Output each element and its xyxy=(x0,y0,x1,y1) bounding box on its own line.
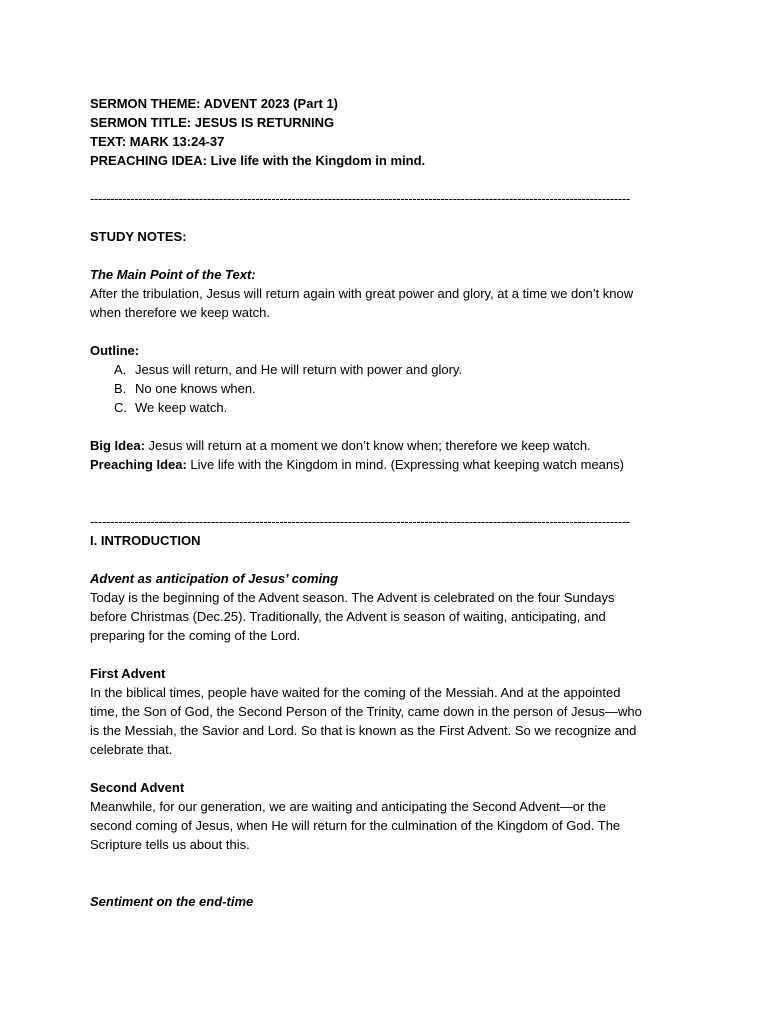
introduction-heading: I. INTRODUCTION xyxy=(90,533,201,548)
paragraph-line: Today is the beginning of the Advent season. The Advent is celebrated on the four Sundays xyxy=(90,590,615,605)
study-notes-heading: STUDY NOTES: xyxy=(90,229,187,244)
outline-item-marker: A. xyxy=(114,362,127,377)
paragraph-line: before Christmas (Dec.25). Traditionally, the Advent is season of waiting, anticipating, and xyxy=(90,609,606,624)
outline-item-marker: B. xyxy=(114,381,127,396)
sermon-text: TEXT: MARK 13:24-37 xyxy=(90,134,225,149)
outline-item-text: Jesus will return, and He will return with power and glory. xyxy=(135,362,463,377)
outline-item-text: We keep watch. xyxy=(135,400,228,415)
big-idea-label: Big Idea: xyxy=(90,438,145,453)
paragraph-line: second coming of Jesus, when He will return for the culmination of the Kingdom of God. The xyxy=(90,818,621,833)
paragraph-line: preparing for the coming of the Lord. xyxy=(90,628,301,643)
section-divider: -------------------------------------------------------------------------------------------------------------------------------------- xyxy=(90,514,630,529)
paragraph-line: is the Messiah, the Savior and Lord. So that is known as the First Advent. So we recognize and xyxy=(90,723,637,738)
main-point-text: when therefore we keep watch. xyxy=(90,305,270,320)
outline-heading: Outline: xyxy=(90,343,140,358)
outline-item xyxy=(90,398,680,417)
main-point-heading: The Main Point of the Text: xyxy=(90,267,256,282)
big-idea xyxy=(90,436,680,455)
preaching-idea-label: Preaching Idea: xyxy=(90,457,187,472)
outline-item xyxy=(90,379,680,398)
advent-heading: Advent as anticipation of Jesus’ coming xyxy=(90,571,339,586)
sermon-title: SERMON TITLE: JESUS IS RETURNING xyxy=(90,115,335,130)
big-idea-text: Jesus will return at a moment we don’t know when; therefore we keep watch. xyxy=(144,438,591,453)
second-advent-heading: Second Advent xyxy=(90,780,185,795)
section-divider: -------------------------------------------------------------------------------------------------------------------------------------- xyxy=(90,191,630,206)
sermon-preaching-idea: PREACHING IDEA: Live life with the Kingdom in mind. xyxy=(90,153,426,168)
main-point-text: After the tribulation, Jesus will return again with great power and glory, at a time we don’t know xyxy=(90,286,634,301)
preaching-idea xyxy=(90,455,680,474)
outline-list xyxy=(90,360,680,417)
paragraph-line: In the biblical times, people have waited for the coming of the Messiah. And at the appointed xyxy=(90,685,621,700)
first-advent-heading: First Advent xyxy=(90,666,166,681)
paragraph-line: time, the Son of God, the Second Person of the Trinity, came down in the person of Jesus—who xyxy=(90,704,642,719)
paragraph-line: Meanwhile, for our generation, we are waiting and anticipating the Second Advent—or the xyxy=(90,799,606,814)
paragraph-line: Scripture tells us about this. xyxy=(90,837,250,852)
sentiment-heading: Sentiment on the end-time xyxy=(90,894,254,909)
outline-item-text: No one knows when. xyxy=(135,381,256,396)
document-page xyxy=(90,94,680,911)
sermon-theme: SERMON THEME: ADVENT 2023 (Part 1) xyxy=(90,96,339,111)
preaching-idea-text: Live life with the Kingdom in mind. (Expressing what keeping watch means) xyxy=(186,457,624,472)
outline-item-marker: C. xyxy=(114,400,127,415)
outline-item xyxy=(90,360,680,379)
paragraph-line: celebrate that. xyxy=(90,742,173,757)
